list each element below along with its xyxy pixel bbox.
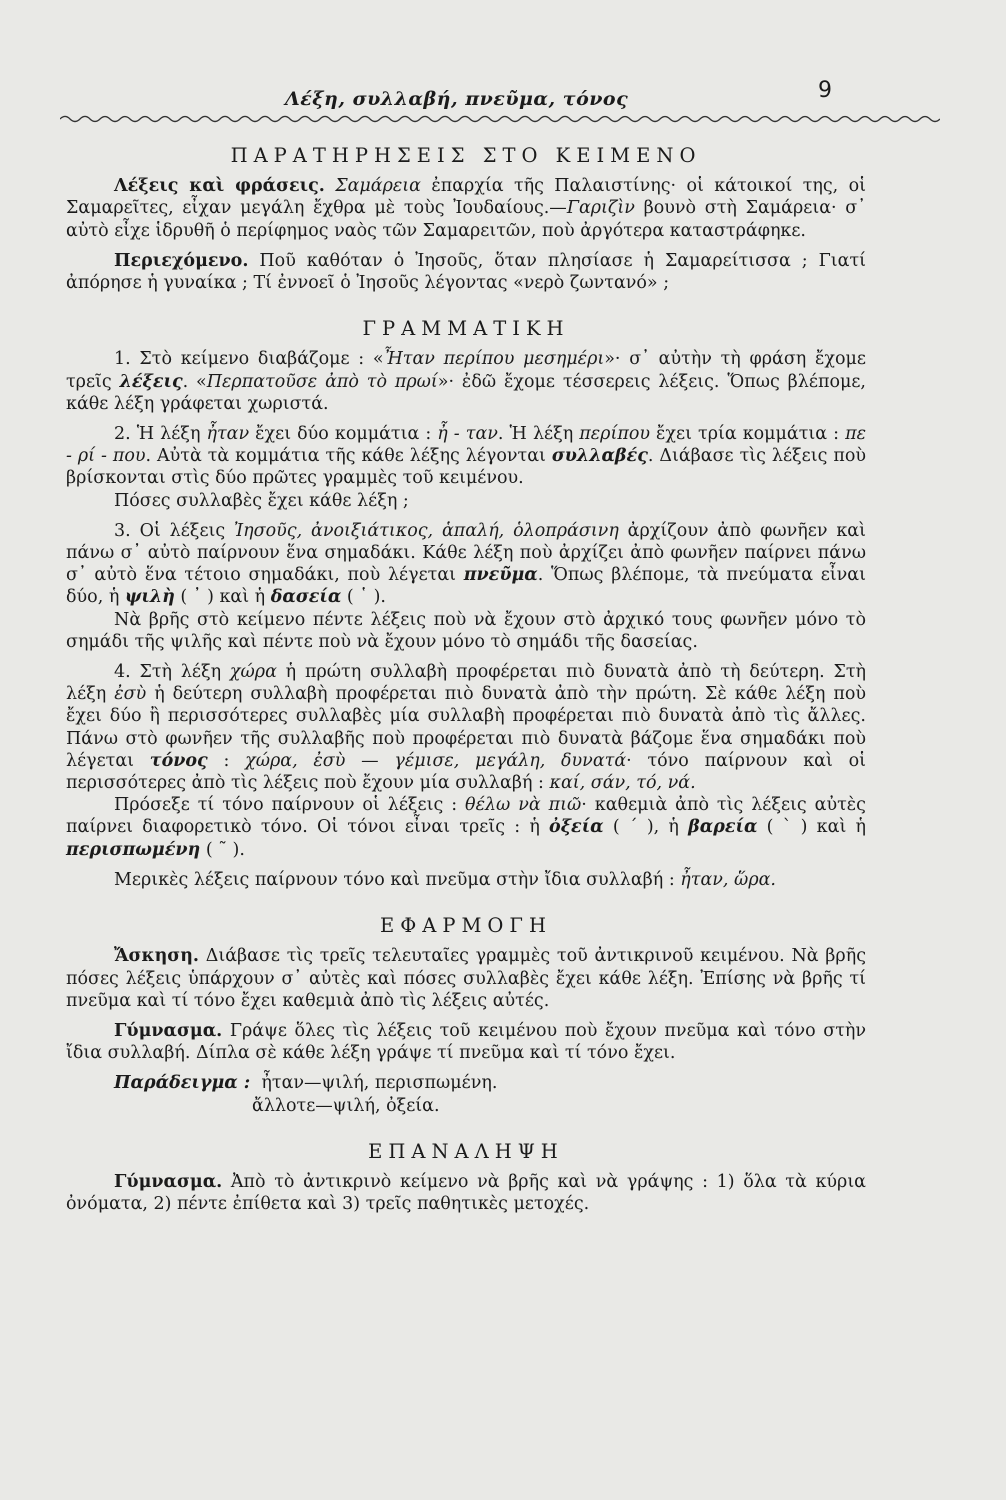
running-title: Λέξη, συλλαβή, πνεῦμα, τόνος — [285, 88, 629, 110]
section-heading-review: ΕΠΑΝΑΛΗΨΗ — [368, 1139, 564, 1163]
grammar-item-4-note: Μερικὲς λέξεις παίρνουν τόνο καὶ πνεῦμα στὴν ἴδια συλλαβή : ἦταν, ὥρα. — [114, 869, 776, 890]
grammar-item-2-question: Πόσες συλλαβὲς ἔχει κάθε λέξη ; — [114, 490, 409, 511]
exercise-paragraph: Ἄσκηση. Διάβασε τὶς τρεῖς τελευταῖες γραμμὲς τοῦ ἀντικρινοῦ κειμένου. Νὰ βρῆς πόσες λέξεις ὑπάρχουν σ᾽ αὐτὲς καὶ πόσες συλλαβὲς ἔχει κάθε λέξη. Ἐπίσης νὰ βρῆς τί πνεῦμα καὶ τί τόνο ἔχει καθεμιὰ ἀπὸ τὶς λέξεις αὐτές. — [66, 946, 866, 1011]
page-header — [0, 74, 1006, 114]
page-body — [66, 145, 866, 1215]
section-heading-application: ΕΦΑΡΜΟΓΗ — [380, 914, 552, 938]
page-number: 9 — [818, 78, 832, 103]
paragraph-words-phrases: Λέξεις καὶ φράσεις. Σαμάρεια ἐπαρχία τῆς Παλαιστίνης· οἱ κάτοικοί της, οἱ Σαμαρεῖτες, εἶχαν μεγάλη ἔχθρα μὲ τοὺς Ἰουδαίους.—Γαριζὶν βουνὸ στὴ Σαμάρεια· σ᾽ αὐτὸ εἶχε ἱδρυθῆ ὁ περίφημος ναὸς τῶν Σαμαρειτῶν, ποὺ ἀργότερα καταστράφηκε. — [66, 176, 866, 241]
paragraph-content: Περιεχόμενο. Ποῦ καθόταν ὁ Ἰησοῦς, ὅταν πλησίασε ἡ Σαμαρείτισσα ; Γιατί ἀπόρησε ἡ γυναίκα ; Τί ἐννοεῖ ὁ Ἰησοῦς λέγοντας «νερὸ ζωντανό» ; — [66, 250, 866, 294]
grammar-item-4-accents: Πρόσεξε τί τόνο παίρνουν οἱ λέξεις : θέλω νὰ πιῶ· καθεμιὰ ἀπὸ τὶς λέξεις αὐτὲς παίρνει διαφορετικὸ τόνο. Οἱ τόνοι εἶναι τρεῖς : ἡ ὀξεία ( ΄ ), ἡ βαρεία ( ` ) καὶ ἡ περισπωμένη ( ῀ ). — [66, 795, 866, 860]
review-drill-paragraph: Γύμνασμα. Ἀπὸ τὸ ἀντικρινὸ κείμενο νὰ βρῆς καὶ νὰ γράψης : 1) ὅλα τὰ κύρια ὀνόματα, 2) πέντε ἐπίθετα καὶ 3) τρεῖς παθητικὲς μετοχές. — [66, 1171, 866, 1215]
wavy-rule — [60, 112, 940, 126]
grammar-item-1: 1. Στὸ κείμενο διαβάζομε : «Ἦταν περίπου μεσημέρι»· σ᾽ αὐτὴν τὴ φράση ἔχομε τρεῖς λέξεις. «Περπατοῦσε ἀπὸ τὸ πρωί»· ἐδῶ ἔχομε τέσσερεις λέξεις. Ὅπως βλέπομε, κάθε λέξη γράφεται χωριστά. — [66, 349, 866, 414]
section-heading-observations: ΠΑΡΑΤΗΡΗΣΕΙΣ ΣΤΟ ΚΕΙΜΕΝΟ — [230, 144, 702, 167]
example-line-2: ἄλλοτε—ψιλή, ὀξεία. — [252, 1095, 440, 1116]
grammar-item-3-task: Νὰ βρῆς στὸ κείμενο πέντε λέξεις ποὺ νὰ ἔχουν στὸ ἀρχικό τους φωνῆεν μόνο τὸ σημάδι τῆς ψιλῆς καὶ πέντε ποὺ νὰ ἔχουν μόνο τὸ σημάδι τῆς δασείας. — [66, 609, 866, 652]
grammar-item-2: 2. Ἡ λέξη ἦταν ἔχει δύο κομμάτια : ἦ - ταν. Ἡ λέξη περίπου ἔχει τρία κομμάτια : πε - ρί - που. Αὐτὰ τὰ κομμάτια τῆς κάθε λέξης λέγονται συλλαβές. Διάβασε τὶς λέξεις ποὺ βρίσκονται στὶς δύο πρῶτες γραμμὲς τοῦ κειμένου. — [66, 424, 867, 489]
grammar-item-3: 3. Οἱ λέξεις Ἰησοῦς, ἀνοιξιάτικος, ἁπαλή, ὁλοπράσινη ἀρχίζουν ἀπὸ φωνῆεν καὶ πάνω σ᾽ αὐτὸ παίρνουν ἕνα σημαδάκι. Κάθε λέξη ποὺ ἀρχίζει ἀπὸ φωνῆεν παίρνει πάνω σ᾽ αὐτὸ ἕνα τέτοιο σημαδάκι, ποὺ λέγεται πνεῦμα. Ὅπως βλέπομε, τὰ πνεύματα εἶναι δύο, ἡ ψιλὴ ( ᾽ ) καὶ ἡ δασεία ( ῾ ). — [66, 520, 866, 608]
section-heading-grammar: ΓΡΑΜΜΑΤΙΚΗ — [362, 317, 570, 341]
grammar-item-4: 4. Στὴ λέξη χώρα ἡ πρώτη συλλαβὴ προφέρεται πιὸ δυνατὰ ἀπὸ τὴ δεύτερη. Στὴ λέξη ἐσὺ ἡ δεύτερη συλλαβὴ προφέρεται πιὸ δυνατὰ ἀπὸ τὴν πρώτη. Σὲ κάθε λέξη ποὺ ἔχει δύο ἢ περισσότερες συλλαβὲς μία συλλαβὴ προφέρεται πιὸ δυνατὰ ἀπὸ τὶς ἄλλες. Πάνω στὸ φωνῆεν τῆς συλλαβῆς ποὺ προφέρεται πιὸ δυνατὰ βάζομε ἕνα σημαδάκι ποὺ λέγεται τόνος : χώρα, ἐσὺ — γέμισε, μεγάλη, δυνατά· τόνο παίρνουν καὶ οἱ περισσότερες ἀπὸ τὶς λέξεις ποὺ ἔχουν μία συλλαβή : καί, σάν, τό, νά. — [66, 662, 867, 794]
drill-paragraph: Γύμνασμα. Γράψε ὅλες τὶς λέξεις τοῦ κειμένου ποὺ ἔχουν πνεῦμα καὶ τόνο στὴν ἴδια συλλαβή. Δίπλα σὲ κάθε λέξη γράψε τί πνεῦμα καὶ τί τόνο ἔχει. — [66, 1020, 866, 1064]
example-line-1: Παράδειγμα : ἦταν—ψιλή, περισπωμένη. — [114, 1073, 498, 1094]
